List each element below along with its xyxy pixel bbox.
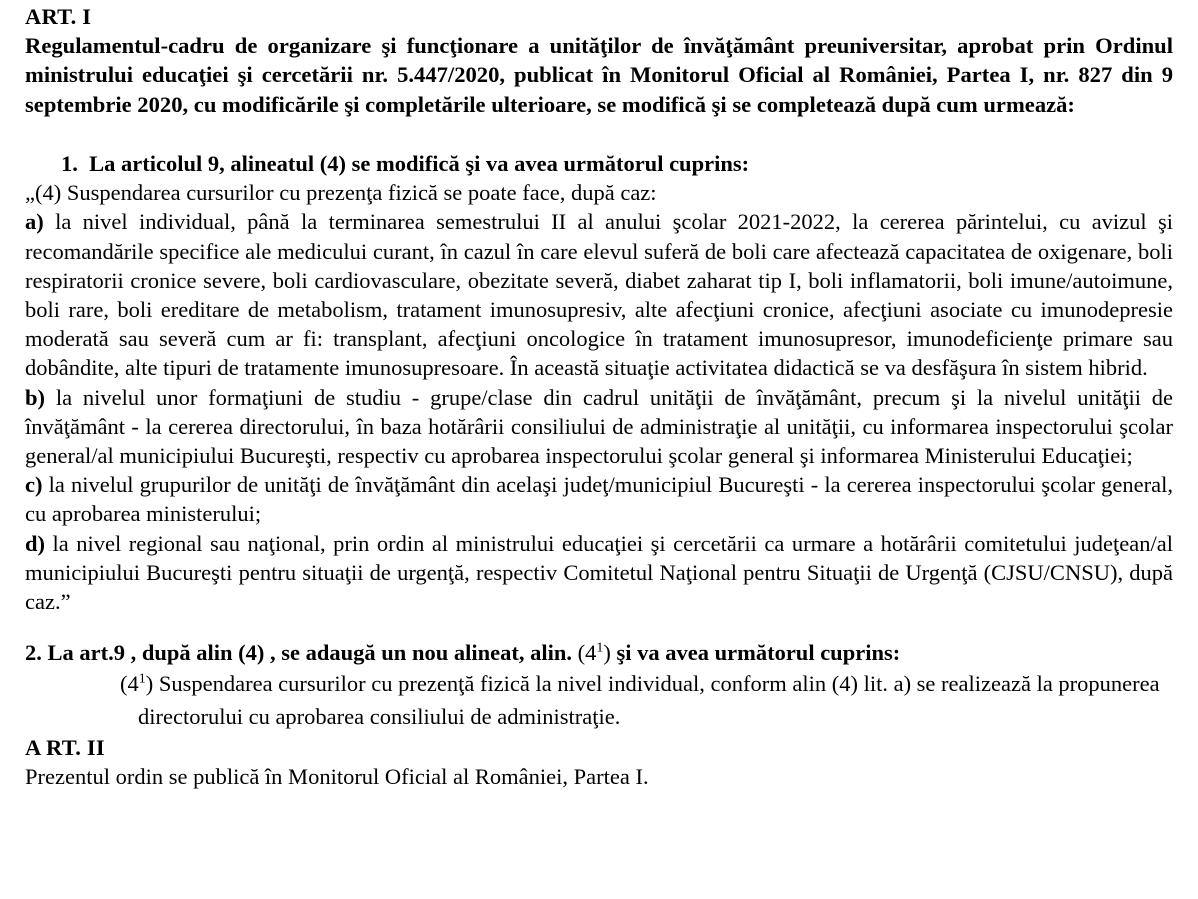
item-2-heading-part1: La art.9 , după alin (4) , se adaugă un nou alineat, alin. bbox=[47, 640, 578, 666]
letter-label-a: a) bbox=[25, 209, 44, 235]
letter-text-a: la nivel individual, până la terminarea semestrului II al anului şcolar 2021-2022, la cererea părintelui, cu avizul şi recomandările specifice ale medicului curant, în cazul în care elevul suferă de boli care afectează capacitatea de oxigenare, boli respiratorii cronice severe, boli cardiovasculare, obezitate severă, diabet zaharat tip I, boli inflamatorii, boli imune/autoimune, boli rare, boli ereditare de metabolism, tratament imunosupresiv, alte afecţiuni cronice, afecţiuni asociate cu imunodepresie moderată sau severă cum ar fi: transplant, afecţiuni oncologice în tratament imunosupresor, imunodeficienţe primare sau dobândite, alte tipuri de tratamente imunosupresoare. În această situaţie activitatea didactică se va desfăşura în sistem hibrid. bbox=[25, 209, 1174, 381]
item-1-number: 1. bbox=[61, 151, 78, 177]
letter-text-b: la nivelul unor formaţiuni de studiu - grupe/clase din cadrul unităţii de învăţământ, precum şi la nivelul unităţii de învăţământ - la cererea directorului, în baza hotărârii consiliului de administraţie al unităţii, cu informarea inspectorului şcolar general/al municipiului Bucureşti, respectiv cu aprobarea inspectorului şcolar general şi informarea Ministerului Educaţiei; bbox=[25, 384, 1173, 469]
article-1-heading: ART. I bbox=[25, 4, 92, 29]
letter-item-d bbox=[25, 529, 1173, 617]
item-2-alin-superscript: 1 bbox=[596, 640, 604, 656]
article-2-heading: A RT. II bbox=[25, 735, 105, 761]
item-1-heading-text: La articolul 9, alineatul (4) se modifică şi va avea următorul cuprins: bbox=[89, 151, 750, 177]
item-2-body-alin-close: ) bbox=[145, 671, 154, 697]
letter-label-c: c) bbox=[25, 472, 43, 498]
letter-label-b: b) bbox=[25, 384, 46, 410]
article-1-intro-paragraph: Regulamentul-cadru de organizare şi funcţionare a unităţilor de învăţământ preuniversitar, aprobat prin Ordinul ministrului educaţiei şi cercetării nr. 5.447/2020, publicat în Monitorul Oficial al României, Partea I, nr. 827 din 9 septembrie 2020, cu modificările şi completările ulterioare, se modifică şi se completează după cum urmează: bbox=[25, 33, 1173, 117]
item-2-alin-base: (4 bbox=[577, 640, 597, 666]
letter-item-a bbox=[25, 207, 1173, 382]
letter-item-c bbox=[25, 470, 1173, 528]
item-2-alin-reference bbox=[578, 640, 611, 665]
quote-open-mark: „ bbox=[25, 180, 35, 206]
item-2-body-alin-base: (4 bbox=[120, 671, 139, 697]
item-2-alin-close: ) bbox=[603, 640, 611, 666]
item-2-heading-colon: : bbox=[892, 640, 901, 666]
item-2-body-superscript: 1 bbox=[138, 671, 146, 687]
item-2-body-text: Suspendarea cursurilor cu prezenţă fizică la nivel individual, conform alin (4) lit. a) se realizează la propunerea directorului cu aprobarea consiliului de administraţie. bbox=[138, 671, 1160, 730]
letter-text-c: la nivelul grupurilor de unităţi de învăţământ din acelaşi judeţ/municipiul Bucureşti - la cererea inspectorului şcolar general, cu aprobarea ministerului; bbox=[25, 472, 1173, 527]
article-2-text: Prezentul ordin se publică în Monitorul Oficial al României, Partea I. bbox=[25, 764, 649, 790]
item-1-lead-text: (4) Suspendarea cursurilor cu prezenţa fizică se poate face, după caz: bbox=[35, 180, 657, 206]
item-2-number: 2. bbox=[25, 640, 42, 666]
item-1-lead-line bbox=[25, 178, 1173, 207]
item-2-heading-part2: şi va avea următorul cuprins bbox=[616, 640, 893, 666]
spacer bbox=[25, 616, 1173, 638]
document-content bbox=[25, 2, 1173, 791]
letter-item-b bbox=[25, 383, 1173, 471]
item-2-heading bbox=[25, 638, 1173, 667]
item-1-heading bbox=[25, 149, 1173, 178]
spacer bbox=[25, 119, 1173, 149]
item-2-body bbox=[25, 667, 1173, 733]
letter-label-d: d) bbox=[25, 530, 46, 556]
letter-text-d: la nivel regional sau naţional, prin ordin al ministrului educaţiei şi cercetării ca urmare a hotărârii comitetului judeţean/al municipiului Bucureşti pentru situaţii de urgenţă, respectiv Comitetul Naţional pentru Situaţii de Urgenţă (CJSU/CNSU), după caz.” bbox=[25, 530, 1173, 615]
